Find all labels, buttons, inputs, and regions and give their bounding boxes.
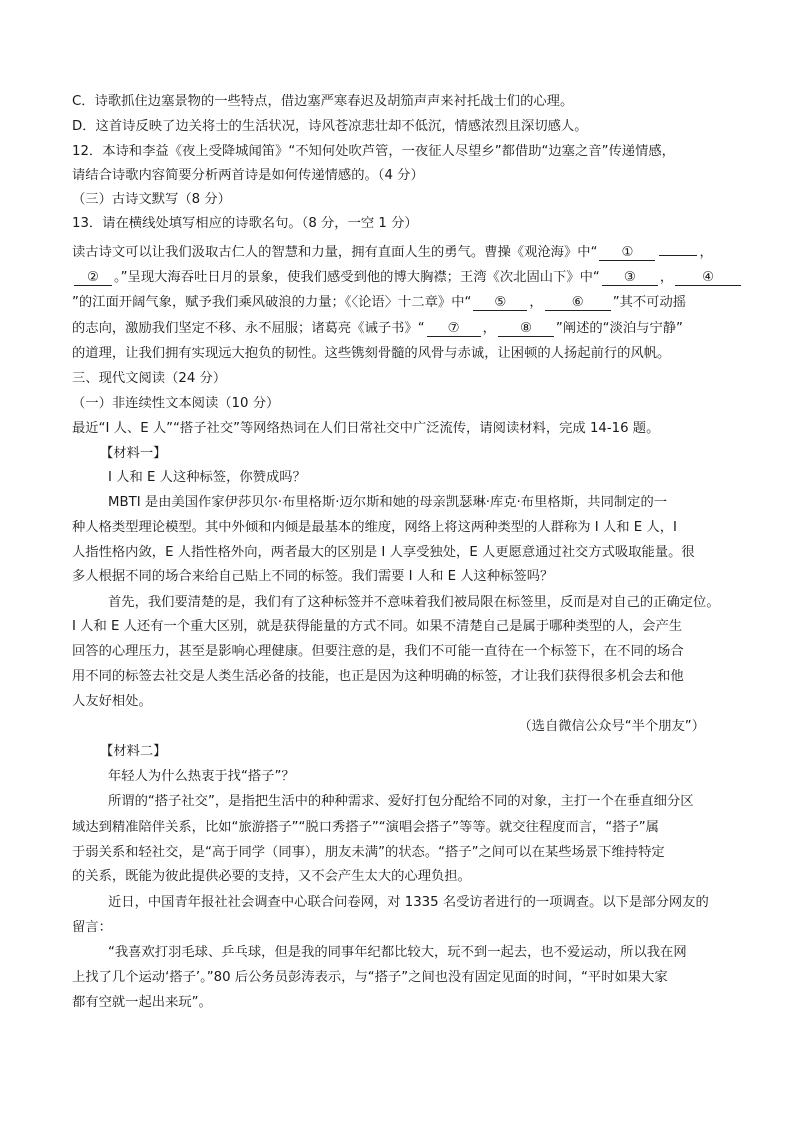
section-heading-poetry-dictation: （三）古诗文默写（8 分） (72, 192, 231, 207)
material-two-quote: 都有空就一起出来玩”。 (72, 995, 212, 1010)
material-one-text: 首先，我们要清楚的是，我们有了这种标签并不意味着我们被局限在标签里，反而是对自己的正确定位。 (108, 595, 720, 610)
material-two-quote: 上找了几个运动‘搭子’。”80 后公务员彭涛表示，与“搭子”之间也没有固定见面的时间，“平时如果大家 (72, 970, 668, 985)
dictation-text: ， (659, 270, 674, 285)
blank-2[interactable]: ② (74, 270, 112, 286)
subsection-heading: （一）非连续性文本阅读（10 分） (72, 396, 280, 411)
dictation-text: ”的江面开阔气象，赋予我们乘风破浪的力量；《〈论语〉十二章》中“ (72, 295, 472, 310)
dictation-text: ”其不可动摇 (612, 295, 687, 310)
question-12-line-1: 12．本诗和李益《夜上受降城闻笛》“不知何处吹芦管，一夜征人尽望乡”都借助“边塞之音”传递情感， (72, 144, 675, 159)
dictation-text: 。”呈现大海吞吐日月的景象，使我们感受到他的博大胸襟；王湾《次北固山下》中“ (114, 270, 600, 285)
question-12-line-2: 请结合诗歌内容简要分析两首诗是如何传递情感的。（4 分） (72, 168, 424, 183)
dictation-text: ， (699, 245, 713, 260)
material-two-question: 年轻人为什么热衷于找“搭子”？ (108, 769, 295, 784)
material-one-question: I 人和 E 人这种标签，你赞成吗？ (108, 470, 306, 485)
dictation-text: 读古诗文可以让我们汲取古仁人的智慧和力量，拥有直面人生的勇气。曹操《观沧海》中“ (72, 245, 598, 260)
material-one-source: （选自微信公众号“半个朋友”） (518, 719, 705, 734)
material-one-text: 用不同的标签去社交是人类生活必备的技能，也正是因为这种明确的标签，才让我们获得很多机会去和他 (72, 669, 684, 684)
material-one-text: MBTI 是由美国作家伊莎贝尔·布里格斯·迈尔斯和她的母亲凯瑟琳·库克·布里格斯，共同制定的一 (108, 495, 668, 510)
option-c: C．诗歌抓住边塞景物的一些特点，借边塞严寒春迟及胡笳声声来衬托战士们的心理。 (72, 94, 574, 109)
blank-5[interactable]: ⑤ (473, 295, 527, 311)
blank-8[interactable]: ⑧ (498, 321, 554, 337)
blank-7[interactable]: ⑦ (427, 321, 481, 337)
material-one-heading: 【材料一】 (100, 446, 167, 461)
material-two-text: 近日，中国青年报社社会调查中心联合问卷网，对 1335 名受访者进行的一项调查。以下是部分网友的 (108, 895, 709, 910)
dictation-line-5: 的道理，让我们拥有实现远大抱负的韧性。这些镌刻骨髓的风骨与赤诚，让困顿的人扬起前行的风帆。 (72, 346, 671, 361)
question-13: 13．请在横线处填写相应的诗歌名句。（8 分，一空 1 分） (72, 216, 418, 231)
reading-intro: 最近“I 人、E 人”“搭子社交”等网络热词在人们日常社交中广泛流传，请阅读材料，完成 14-16 题。 (72, 421, 660, 436)
part-three-heading: 三、现代文阅读（24 分） (72, 371, 227, 386)
material-two-quote: “我喜欢打羽毛球、乒乓球，但是我的同事年纪都比较大，玩不到一起去，也不爱运动，所以我在网 (108, 945, 687, 960)
material-one-text: 多人根据不同的场合来给自己贴上不同的标签。我们需要 I 人和 E 人这种标签吗？ (72, 569, 554, 584)
material-two-text: 所谓的“搭子社交”，是指把生活中的种种需求、爱好打包分配给不同的对象，主打一个在垂直细分区 (108, 794, 694, 809)
blank-4[interactable]: ④ (675, 270, 741, 286)
dictation-line-3 (72, 293, 686, 313)
material-two-heading: 【材料二】 (100, 744, 167, 759)
material-two-text: 于弱关系和轻社交，是“高于同学（同事），朋友未满”的状态。“搭子”之间可以在某些场景下维持特定 (72, 845, 665, 860)
material-one-text: 回答的心理压力，甚至是影响心理健康。但要注意的是，我们不可能一直待在一个标签下，在不同的场合 (72, 644, 684, 659)
dictation-text: ， (529, 295, 543, 310)
blank-6[interactable]: ⑥ (545, 295, 611, 311)
dictation-text: 的志向，激励我们坚定不移、永不屈服；诸葛亮《诫子书》“ (72, 321, 425, 336)
dictation-text: ， (482, 321, 496, 336)
blank-3[interactable]: ③ (602, 270, 658, 286)
dictation-text: ”阐述的“淡泊与宁静” (555, 321, 683, 336)
material-two-text: 的关系，既能为彼此提供必要的支持，又不会产生太大的心理负担。 (72, 869, 471, 884)
material-one-text: 人指性格内敛，E 人指性格外向，两者最大的区别是 I 人享受独处，E 人更愿意通过社交方式吸取能量。很 (72, 545, 695, 560)
material-one-text: 种人格类型理论模型。其中外倾和内倾是最基本的维度，网络上将这两种类型的人群称为 I 人和 E 人，I (72, 520, 677, 535)
material-one-text: I 人和 E 人还有一个重大区别，就是获得能量的方式不同。如果不清楚自己是属于哪种类型的人，会产生 (72, 619, 683, 634)
material-two-text: 域达到精准陪伴关系，比如“旅游搭子”“脱口秀搭子”“演唱会搭子”等等。就交往程度而言，“搭子”属 (72, 820, 659, 835)
dictation-line-4 (72, 319, 683, 339)
dictation-line-1 (72, 243, 713, 263)
option-d: D．这首诗反映了边关将士的生活状况，诗风苍凉悲壮却不低沉，情感浓烈且深切感人。 (72, 119, 588, 134)
material-one-text: 人友好相处。 (72, 694, 152, 709)
dictation-line-2 (72, 268, 743, 288)
blank-1[interactable]: ① (599, 245, 655, 261)
material-two-text: 留言： (72, 920, 112, 935)
blank-1-tail[interactable] (659, 255, 697, 256)
